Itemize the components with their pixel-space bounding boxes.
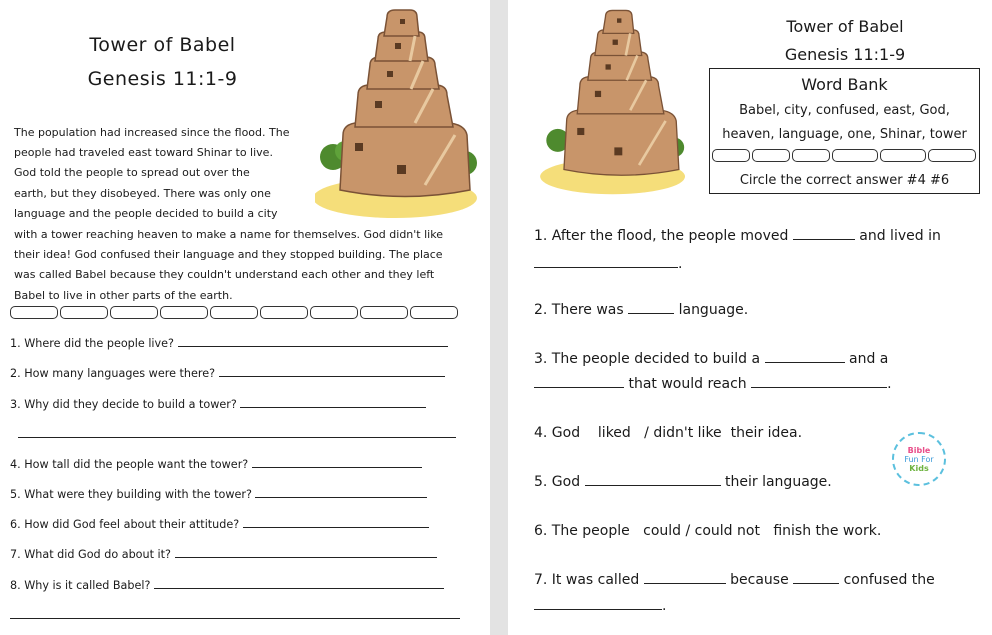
story-line-9: Babel to live in other parts of the earth. [14, 289, 233, 302]
answer-line[interactable] [534, 257, 678, 268]
word-box[interactable] [928, 149, 976, 162]
word-box[interactable] [60, 306, 108, 319]
answer-line[interactable] [628, 303, 674, 314]
question-1 [10, 336, 448, 350]
question-text: 8. Why is it called Babel? [10, 579, 151, 592]
fill-question-7-cont: . [534, 598, 666, 614]
word-box[interactable] [160, 306, 208, 319]
question-6 [10, 517, 429, 531]
question-text: 2. How many languages were there? [10, 367, 216, 380]
question-8-extra-line [10, 608, 460, 622]
word-box-row [10, 306, 460, 319]
page-title: Tower of Babel [89, 34, 236, 56]
answer-line[interactable] [534, 377, 624, 388]
question-text: 3. Why did they decide to build a tower? [10, 398, 237, 411]
fill-question-7: 7. It was called because confused the [534, 572, 935, 588]
story-line-3: God told the people to spread out over the [14, 166, 250, 179]
worksheet-page-left [0, 0, 490, 635]
fill-question-6: 6. The people could / could not finish the work. [534, 523, 882, 539]
question-text: 1. Where did the people live? [10, 337, 174, 350]
story-line-1: The population had increased since the flood. The [14, 126, 290, 139]
word-box[interactable] [832, 149, 878, 162]
bible-fun-for-kids-logo: Bible Fun For Kids [892, 432, 946, 486]
tower-illustration [315, 5, 485, 220]
question-7 [10, 547, 437, 561]
answer-line[interactable] [175, 547, 437, 558]
choice-could-could-not[interactable]: could / could not [643, 523, 760, 539]
answer-line[interactable] [255, 487, 427, 498]
question-5 [10, 487, 427, 501]
word-box[interactable] [880, 149, 926, 162]
answer-line[interactable] [751, 377, 887, 388]
word-box-row [712, 149, 978, 162]
word-bank-heading: Word Bank [801, 75, 888, 94]
answer-line[interactable] [534, 599, 662, 610]
word-box[interactable] [10, 306, 58, 319]
fill-question-3-cont: that would reach . [534, 376, 892, 392]
question-2 [10, 366, 445, 380]
word-bank-words-2: heaven, language, one, Shinar, tower [722, 127, 967, 142]
question-text: 5. What were they building with the tower? [10, 488, 252, 501]
fill-question-5: 5. God their language. [534, 474, 832, 490]
question-3-extra-line [18, 427, 456, 441]
word-box[interactable] [210, 306, 258, 319]
story-line-6: with a tower reaching heaven to make a name for themselves. God didn't like [14, 228, 443, 241]
answer-line[interactable] [10, 608, 460, 619]
choice-liked[interactable]: liked [597, 425, 631, 441]
answer-line[interactable] [765, 352, 845, 363]
answer-line[interactable] [18, 427, 456, 438]
question-text: 6. How did God feel about their attitude? [10, 518, 240, 531]
word-box[interactable] [360, 306, 408, 319]
fill-question-1-cont: . [534, 256, 682, 272]
fill-question-4: 4. God liked / didn't like their idea. [534, 425, 803, 441]
worksheet-page-right [508, 0, 992, 635]
answer-line[interactable] [178, 336, 448, 347]
word-box[interactable] [752, 149, 790, 162]
word-box[interactable] [410, 306, 458, 319]
question-text: 7. What did God do about it? [10, 548, 171, 561]
answer-line[interactable] [219, 366, 445, 377]
story-line-5: language and the people decided to build a city [14, 207, 278, 220]
story-line-4: earth, but they disobeyed. There was only one [14, 187, 271, 200]
page-gutter [490, 0, 508, 635]
page-subtitle: Genesis 11:1-9 [87, 68, 238, 90]
circle-instruction: Circle the correct answer #4 #6 [739, 173, 950, 188]
story-line-8: was called Babel because they couldn't understand each other and they left [14, 268, 435, 281]
answer-line[interactable] [154, 578, 444, 589]
answer-line[interactable] [252, 457, 422, 468]
question-text: 4. How tall did the people want the tower? [10, 458, 249, 471]
story-line-7: their idea! God confused their language and they stopped building. The place [14, 248, 443, 261]
fill-question-3: 3. The people decided to build a and a [534, 351, 889, 367]
word-box[interactable] [260, 306, 308, 319]
answer-line[interactable] [240, 397, 426, 408]
choice-didnt-like[interactable]: / didn't like [644, 425, 722, 441]
answer-line[interactable] [793, 573, 839, 584]
answer-line[interactable] [243, 517, 429, 528]
word-box[interactable] [310, 306, 358, 319]
fill-question-2: 2. There was language. [534, 302, 749, 318]
word-box[interactable] [712, 149, 750, 162]
question-3 [10, 397, 426, 411]
page-title: Tower of Babel [786, 17, 904, 36]
question-4 [10, 457, 422, 471]
tower-illustration [522, 6, 712, 196]
fill-question-1: 1. After the flood, the people moved and lived in [534, 228, 941, 244]
word-bank-box [709, 68, 980, 194]
word-bank-words-1: Babel, city, confused, east, God, [739, 103, 950, 118]
story-line-2: people had traveled east toward Shinar to live. [14, 146, 273, 159]
word-box[interactable] [792, 149, 830, 162]
page-subtitle: Genesis 11:1-9 [784, 45, 906, 64]
word-box[interactable] [110, 306, 158, 319]
answer-line[interactable] [793, 229, 855, 240]
question-8 [10, 578, 444, 592]
answer-line[interactable] [644, 573, 726, 584]
answer-line[interactable] [585, 475, 721, 486]
